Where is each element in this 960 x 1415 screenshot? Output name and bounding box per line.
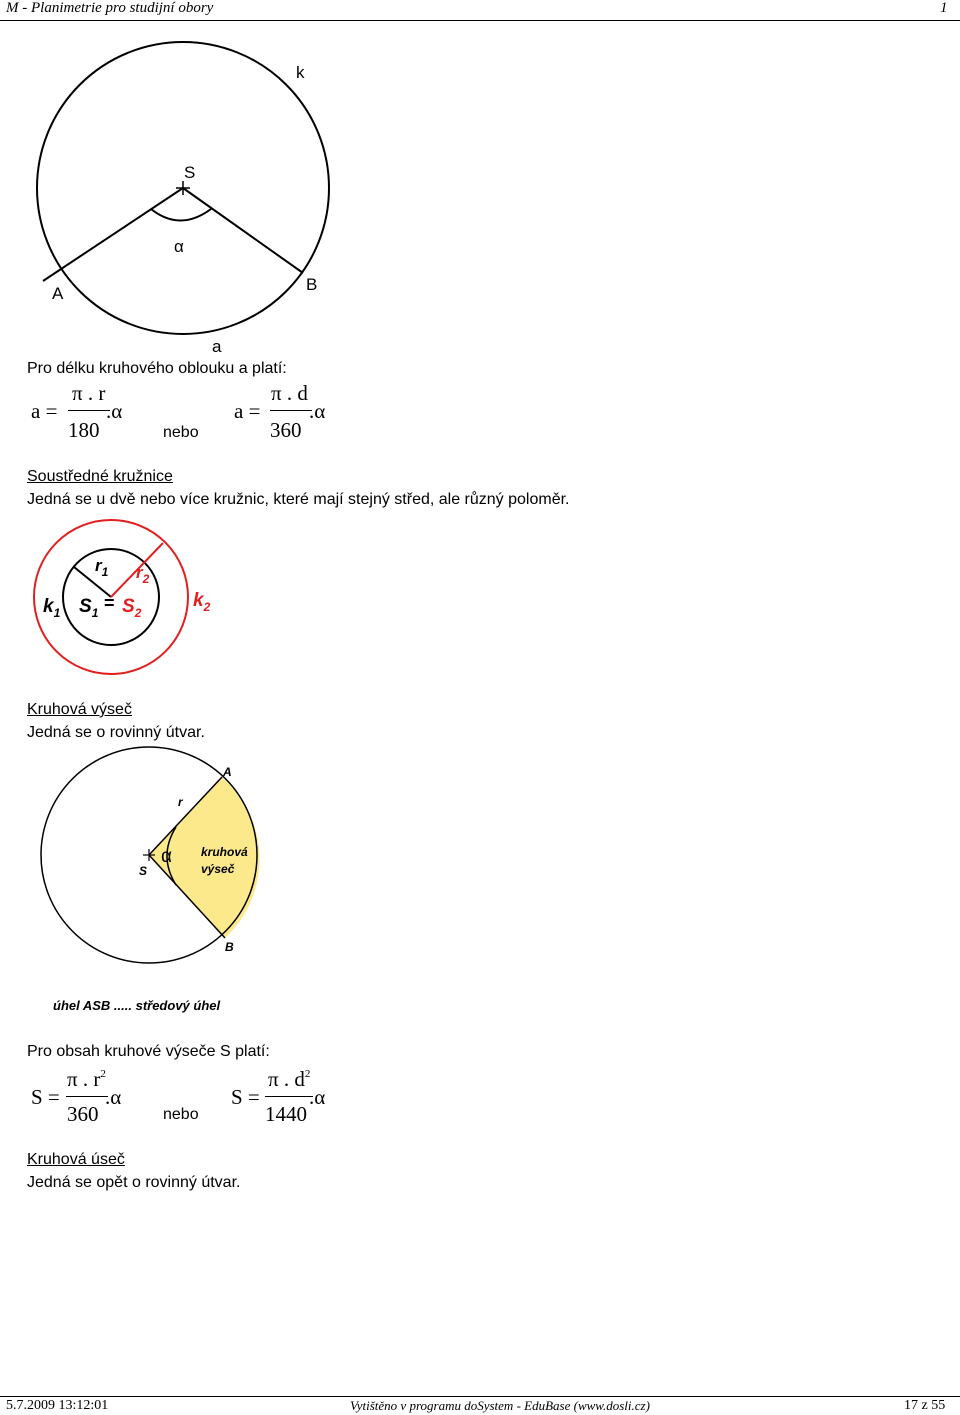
formula4-tail: .α: [309, 1085, 326, 1109]
sector-text: Jedná se o rovinný útvar.: [27, 724, 205, 741]
formula1-lhs: a =: [31, 399, 58, 423]
document-title: M - Planimetrie pro studijní obory: [6, 0, 214, 16]
formula3-fraction-line: [66, 1096, 108, 1097]
header-page-number: 1: [940, 0, 948, 16]
formula2-tail: .α: [309, 399, 326, 423]
label-k1: $k_1$: [43, 596, 61, 620]
label-k: k: [296, 63, 305, 82]
label-s1: $S_1$: [79, 596, 99, 620]
sector-label-r: r: [178, 795, 183, 809]
label-r2: $r_2$: [136, 563, 150, 586]
formula3-denominator: 360: [67, 1102, 99, 1126]
sector-label-line2: výseč: [201, 862, 235, 876]
sector-label-s: S: [139, 864, 148, 878]
sector-heading: Kruhová výseč: [27, 701, 132, 718]
formula2-numerator: π . d: [271, 381, 308, 405]
concentric-text: Jedná se u dvě nebo více kružnic, které mají stejný střed, ale různý poloměr.: [27, 491, 570, 508]
formula3-exponent: 2: [100, 1068, 106, 1080]
sector-label-alpha: α: [161, 846, 172, 867]
formula4-denominator: 1440: [265, 1102, 307, 1126]
formula2-lhs: a =: [234, 399, 261, 423]
formula3-numerator: [67, 1067, 106, 1092]
label-s: S: [184, 163, 196, 182]
arc-length-intro: Pro délku kruhového oblouku a platí:: [27, 360, 287, 377]
formula1-fraction-line: [68, 410, 110, 411]
formula1-tail: .α: [106, 399, 123, 423]
formula4-exponent: 2: [304, 1068, 311, 1080]
radius-sa: [43, 188, 183, 281]
sector-area-intro: Pro obsah kruhové výseče S platí:: [27, 1043, 270, 1060]
footer-rule: [0, 1396, 960, 1397]
angle-arc: [151, 209, 211, 221]
footer-center: Vytištěno v programu doSystem - EduBase (www.dosli.cz): [350, 1398, 650, 1413]
or-label-1: nebo: [163, 424, 199, 441]
sector-caption: úhel ASB ..... středový úhel: [53, 998, 221, 1013]
footer-page: 17 z 55: [904, 1398, 946, 1413]
label-b-point: B: [306, 275, 318, 294]
sector-label-line1: kruhová: [201, 845, 248, 859]
label-alpha: α: [174, 237, 184, 256]
radius-sb: [183, 188, 303, 273]
or-label-2: nebo: [163, 1106, 199, 1123]
segment-heading: Kruhová úseč: [27, 1151, 125, 1168]
sector-label-a: A: [223, 765, 232, 779]
formula4-num-text: π . d: [268, 1067, 305, 1091]
label-a-point: A: [52, 284, 64, 303]
formula1-numerator: π . r: [72, 381, 106, 405]
formula3-tail: .α: [105, 1085, 122, 1109]
formula4-lhs: S =: [231, 1085, 260, 1109]
formula3-num-text: π . r: [67, 1067, 101, 1091]
sector-figure: [0, 740, 300, 1030]
label-equals: =: [104, 593, 115, 613]
formula1-denominator: 180: [68, 418, 100, 442]
arc-figure: [0, 0, 400, 360]
segment-text: Jedná se opět o rovinný útvar.: [27, 1174, 241, 1191]
formula2-denominator: 360: [270, 418, 302, 442]
label-a-arc: a: [212, 337, 222, 356]
label-k2: $k_2$: [193, 590, 211, 614]
concentric-heading: Soustředné kružnice: [27, 468, 173, 485]
formula2-fraction-line: [270, 410, 312, 411]
sector-label-b: B: [225, 940, 234, 954]
label-s2: $S_2$: [122, 596, 142, 620]
concentric-figure: [0, 505, 240, 675]
label-r1: $r_1$: [95, 556, 109, 579]
formula3-lhs: S =: [31, 1085, 60, 1109]
formula4-fraction-line: [265, 1096, 313, 1097]
formula4-numerator: [268, 1067, 310, 1092]
footer-date: 5.7.2009 13:12:01: [6, 1398, 109, 1413]
